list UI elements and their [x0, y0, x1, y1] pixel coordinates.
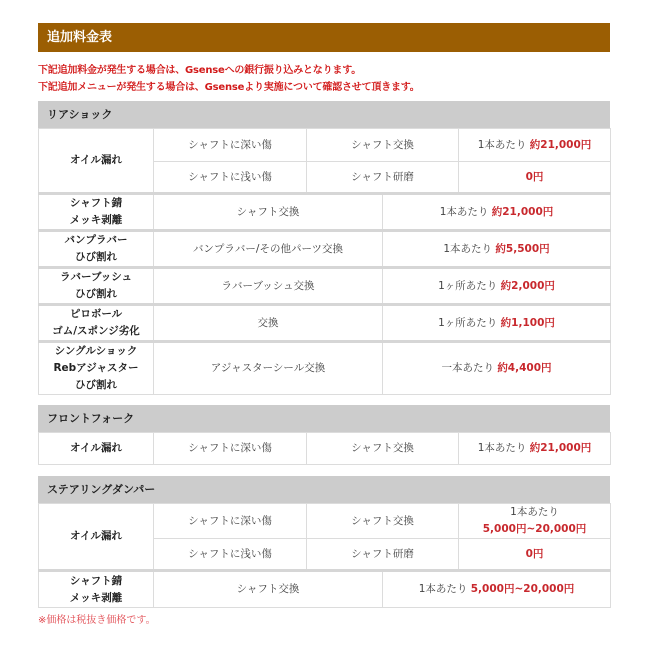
- issue-label-line: バンプラバー: [64, 234, 128, 246]
- price-value: 5,000円~20,000円: [470, 583, 575, 595]
- price-cell: [383, 305, 611, 342]
- page-title: 追加料金表: [38, 23, 610, 52]
- price-value: 約21,000円: [529, 442, 592, 454]
- issue-label-line: ひび割れ: [75, 288, 117, 300]
- action-cell: シャフト交換: [154, 194, 383, 231]
- issue-label: オイル漏れ: [39, 129, 154, 194]
- issue-label: [39, 268, 154, 305]
- price-cell: [383, 194, 611, 231]
- issue-label: [39, 571, 154, 608]
- price-value: 5,000円~20,000円: [482, 523, 587, 535]
- condition-cell: シャフトに深い傷: [154, 504, 307, 539]
- issue-label-line: ひび割れ: [75, 379, 117, 391]
- action-cell: シャフト交換: [307, 433, 459, 465]
- price-unit: 1ヶ所あたり: [438, 316, 498, 329]
- issue-label-line: ピロボール: [69, 308, 123, 320]
- issue-label-line: ゴム/スポンジ劣化: [52, 325, 140, 337]
- issue-label: [39, 342, 154, 395]
- issue-label-line: シャフト錆: [69, 197, 123, 209]
- issue-label: [39, 305, 154, 342]
- price-unit: 1本あたり: [439, 205, 489, 218]
- table-row: [39, 342, 611, 395]
- table-row: [39, 231, 611, 268]
- issue-label-line: メッキ剥離: [69, 591, 123, 604]
- action-cell: ラバーブッシュ交換: [154, 268, 383, 305]
- price-unit: 一本あたり: [441, 362, 494, 374]
- issue-label: [39, 194, 154, 231]
- price-value: 約4,400円: [497, 362, 552, 374]
- price-unit: 1本あたり: [477, 442, 527, 454]
- price-cell: [383, 342, 611, 395]
- action-cell: シャフト研磨: [307, 162, 459, 194]
- table-row: [39, 504, 611, 539]
- table-row: [39, 194, 611, 231]
- condition-cell: シャフトに浅い傷: [154, 162, 307, 194]
- price-unit: 1ヶ所あたり: [438, 279, 498, 292]
- front-fork-table: [38, 432, 611, 465]
- price-value: 約1,100円: [500, 316, 555, 329]
- issue-label-line: シングルショック: [54, 345, 138, 357]
- condition-cell: シャフトに浅い傷: [154, 539, 307, 571]
- price-value: 約21,000円: [529, 138, 592, 151]
- rear-shock-table: [38, 128, 611, 395]
- price-cell: [383, 268, 611, 305]
- condition-cell: シャフトに深い傷: [154, 129, 307, 162]
- price-value: 0円: [525, 547, 544, 560]
- section-header-rear-shock: リアショック: [38, 101, 610, 128]
- confirmation-note: 下記追加メニューが発生する場合は、Gsenseより実施について確認させて頂きます。: [38, 82, 420, 93]
- section-header-steering-damper: ステアリングダンパー: [38, 476, 610, 503]
- price-value: 0円: [525, 170, 544, 183]
- action-cell: 交換: [154, 305, 383, 342]
- table-row: [39, 305, 611, 342]
- price-value: 約2,000円: [500, 279, 555, 292]
- action-cell: シャフト交換: [307, 504, 459, 539]
- table-row: [39, 268, 611, 305]
- tax-note: ※価格は税抜き価格です。: [38, 615, 156, 626]
- issue-label-line: メッキ剥離: [69, 214, 123, 226]
- issue-label: オイル漏れ: [39, 433, 154, 465]
- condition-cell: シャフトに深い傷: [154, 433, 307, 465]
- price-cell: [459, 433, 611, 465]
- action-cell: バンプラバー/その他パーツ交換: [154, 231, 383, 268]
- section-header-front-fork: フロントフォーク: [38, 405, 610, 432]
- price-unit: 1本あたり: [418, 583, 468, 595]
- issue-label-line: シャフト錆: [69, 574, 123, 587]
- action-cell: シャフト研磨: [307, 539, 459, 571]
- table-row: [39, 129, 611, 162]
- price-value: 約5,500円: [495, 242, 550, 255]
- price-value: 約21,000円: [491, 205, 554, 218]
- table-row: [39, 571, 611, 608]
- issue-label-line: ひび割れ: [75, 251, 117, 263]
- action-cell: アジャスターシール交換: [154, 342, 383, 395]
- price-cell: [459, 129, 611, 162]
- steering-damper-section: [38, 476, 610, 608]
- price-cell: [459, 162, 611, 194]
- price-cell: [383, 571, 611, 608]
- rear-shock-section: [38, 101, 610, 395]
- bank-transfer-note: 下記追加料金が発生する場合は、Gsenseへの銀行振り込みとなります。: [38, 65, 361, 76]
- price-cell: [459, 504, 611, 539]
- issue-label-line: Rebアジャスター: [53, 362, 139, 374]
- steering-damper-table: [38, 503, 611, 608]
- price-cell: [459, 539, 611, 571]
- price-cell: [383, 231, 611, 268]
- front-fork-section: [38, 405, 610, 465]
- price-unit: 1本あたり: [443, 242, 493, 255]
- price-unit: 1本あたり: [477, 138, 527, 151]
- issue-label: オイル漏れ: [39, 504, 154, 571]
- issue-label-line: ラバーブッシュ: [59, 271, 133, 283]
- issue-label: [39, 231, 154, 268]
- table-row: [39, 433, 611, 465]
- price-unit: 1本あたり: [510, 506, 559, 518]
- action-cell: シャフト交換: [307, 129, 459, 162]
- action-cell: シャフト交換: [154, 571, 383, 608]
